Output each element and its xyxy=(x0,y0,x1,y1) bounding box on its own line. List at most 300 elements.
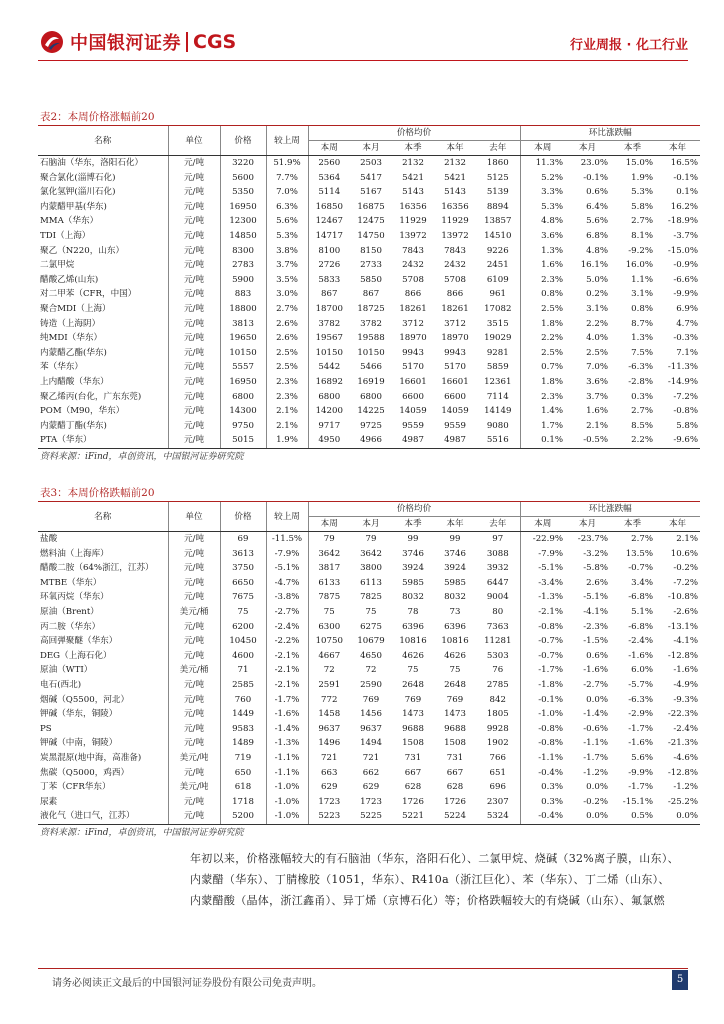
table-cell: 18725 xyxy=(357,303,385,314)
table-cell: 5833 xyxy=(318,274,341,285)
table-cell: 9943 xyxy=(402,347,424,358)
table-cell: 6396 xyxy=(402,621,424,632)
table-cell: 12300 xyxy=(220,214,266,229)
table-cell: 5350 xyxy=(220,185,266,200)
table-cell: 5.2% xyxy=(541,172,564,183)
table-row xyxy=(38,809,700,824)
table-cell: 7843 xyxy=(402,245,424,256)
table-cell: -2.1% xyxy=(538,606,564,617)
subheader: 本年 xyxy=(434,517,476,532)
table-cell: 13972 xyxy=(399,230,427,241)
table-cell: 11929 xyxy=(399,216,427,227)
table-cell: 1489 xyxy=(220,736,266,751)
table-cell: -21.3% xyxy=(667,738,699,749)
table-cell: 9559 xyxy=(444,420,466,431)
table-cell: 6600 xyxy=(402,391,424,402)
table-cell: 元/吨 xyxy=(168,766,220,781)
table-cell: 5900 xyxy=(220,273,266,288)
table-cell: -5.1% xyxy=(538,563,564,574)
table-cell: 5139 xyxy=(476,185,520,200)
table-cell: 1.6% xyxy=(541,260,564,271)
table-cell: 13972 xyxy=(441,230,469,241)
table-cell: 元/吨 xyxy=(168,736,220,751)
header-name: 名称 xyxy=(38,502,168,532)
table-cell: 16601 xyxy=(441,376,469,387)
table-cell: -2.7% xyxy=(583,679,609,690)
table-cell: 元/吨 xyxy=(168,795,220,810)
subheader: 本季 xyxy=(610,141,655,156)
table-cell: 719 xyxy=(220,751,266,766)
table-cell: 651 xyxy=(476,766,520,781)
table-cell: -4.1% xyxy=(583,606,609,617)
table-row xyxy=(38,722,700,737)
table-cell: 19588 xyxy=(357,333,385,344)
table-cell: 2.7% xyxy=(631,406,654,417)
table-cell: -0.9% xyxy=(673,260,699,271)
table-cell: 14149 xyxy=(476,404,520,419)
table-cell: 2451 xyxy=(476,258,520,273)
table-cell: 2.5% xyxy=(266,360,308,375)
table-cell: -1.4% xyxy=(266,722,308,737)
header-group-avg: 价格均价 xyxy=(308,502,520,517)
table-cell: 961 xyxy=(476,287,520,302)
table-cell: 二氯甲烷 xyxy=(38,258,168,273)
table-cell: 尿素 xyxy=(38,795,168,810)
table-cell: 14717 xyxy=(315,230,343,241)
subheader: 本周 xyxy=(308,141,350,156)
table-cell: PS xyxy=(38,722,168,737)
paragraph-line: 内蒙醋酸（晶体，浙江鑫甬）、异丁烯（京博石化）等；价格跌幅较大的有烧碱（山东）、氟氯燃 xyxy=(190,894,665,907)
table-cell: 16356 xyxy=(399,201,427,212)
table-cell: 5.6% xyxy=(266,214,308,229)
table-cell: -0.4% xyxy=(520,809,565,824)
table-cell: 1473 xyxy=(444,709,466,720)
table-cell: 9725 xyxy=(360,420,382,431)
table-cell: 元/吨 xyxy=(168,620,220,635)
table-caption: 表2：本周价格涨幅前20 xyxy=(38,108,700,126)
table-cell: 6200 xyxy=(220,620,266,635)
table-cell: 5.3% xyxy=(541,201,564,212)
table-cell: 5985 xyxy=(444,577,466,588)
table-cell: 2648 xyxy=(402,679,424,690)
subheader: 本年 xyxy=(655,141,700,156)
table-row xyxy=(38,590,700,605)
table-cell: 1496 xyxy=(318,738,341,749)
table-cell: -2.4% xyxy=(628,636,654,647)
table-cell: 3782 xyxy=(318,318,341,329)
table-cell: 0.6% xyxy=(586,187,609,198)
table-cell: -1.7% xyxy=(538,665,564,676)
table-cell: 78 xyxy=(407,606,419,617)
table-cell: 5708 xyxy=(444,274,466,285)
table-cell: 4987 xyxy=(392,433,434,448)
table-cell: 7.0% xyxy=(266,185,308,200)
table-cell: -12.8% xyxy=(667,650,699,661)
table-row xyxy=(38,751,700,766)
table-cell: -0.4% xyxy=(538,767,564,778)
table-cell: -9.3% xyxy=(673,694,699,705)
table-row xyxy=(38,649,700,664)
table-cell: 元/吨 xyxy=(168,707,220,722)
table-cell: 3.6% xyxy=(541,230,564,241)
table-cell: 6300 xyxy=(318,621,341,632)
paragraph-line: 内蒙醋（华东）、丁腈橡胶（1051，华东）、R410a（浙江巨化）、苯（华东）、丁二烯（山东）、 xyxy=(190,873,670,886)
table-row xyxy=(38,273,700,288)
table-cell: -22.9% xyxy=(532,534,564,544)
paragraph-line: 年初以来，价格涨幅较大的有石脑油（华东，洛阳石化）、二氯甲烷、烧碱（32%离子膜，山东）、 xyxy=(190,852,679,865)
table-cell: -6.6% xyxy=(673,274,699,285)
table-cell: 8150 xyxy=(360,245,382,256)
table-cell: MTBE（华东） xyxy=(38,576,168,591)
table-cell: 9583 xyxy=(220,722,266,737)
table-cell: 5170 xyxy=(402,362,424,373)
table-cell: 2132 xyxy=(444,158,466,168)
table-cell: 16.5% xyxy=(670,158,699,168)
table-cell: 1458 xyxy=(318,709,341,720)
table-cell: 3813 xyxy=(220,317,266,332)
table-cell: -6.8% xyxy=(628,621,654,632)
subheader: 本季 xyxy=(392,141,434,156)
table-cell: 8300 xyxy=(220,244,266,259)
table-cell: 元/吨 xyxy=(168,532,220,547)
table-cell: 6133 xyxy=(318,577,341,588)
table-cell: -1.2% xyxy=(673,782,699,793)
table-cell: -2.1% xyxy=(266,663,308,678)
header-wow: 较上周 xyxy=(266,126,308,156)
table-cell: 1.8% xyxy=(541,318,564,329)
table-row xyxy=(38,360,700,375)
body-paragraph xyxy=(190,848,698,911)
table-cell: -7.9% xyxy=(538,548,564,559)
header-group-change: 环比涨跌幅 xyxy=(520,502,700,517)
table-cell: 1508 xyxy=(402,738,424,749)
table-cell: 3800 xyxy=(360,563,382,574)
table-cell: -5.8% xyxy=(583,563,609,574)
table-cell: 原油（Brent） xyxy=(38,605,168,620)
table-cell: 1805 xyxy=(476,707,520,722)
table-cell: 炭黑混原(地中海，高准备) xyxy=(38,751,168,766)
table-cell: -1.1% xyxy=(266,751,308,766)
table-cell: 3.1% xyxy=(631,289,654,300)
table-cell: 元/吨 xyxy=(168,171,220,186)
table-cell: 5015 xyxy=(220,433,266,448)
table-row xyxy=(38,780,700,795)
table-row xyxy=(38,678,700,693)
table-cell: 16875 xyxy=(357,201,385,212)
table-cell: 97 xyxy=(476,532,520,547)
table-cell: 烟碱（Q5500，河北） xyxy=(38,693,168,708)
table-cell: 1508 xyxy=(444,738,466,749)
table-cell: -6.3% xyxy=(628,694,654,705)
table-cell: 2.5% xyxy=(541,347,564,358)
table-cell: -4.9% xyxy=(673,679,699,690)
table-cell: 6600 xyxy=(444,391,466,402)
table-cell: 14750 xyxy=(357,230,385,241)
table-row xyxy=(38,404,700,419)
table-row xyxy=(38,200,700,215)
table-cell: 9080 xyxy=(476,419,520,434)
table-row xyxy=(38,620,700,635)
table-cell: 73 xyxy=(449,606,461,617)
table-cell: 1494 xyxy=(360,738,382,749)
table-cell: 9928 xyxy=(476,722,520,737)
table-cell: 0.6% xyxy=(586,650,609,661)
table-cell: 3782 xyxy=(360,318,382,329)
table-cell: 1.9% xyxy=(266,433,308,448)
table-cell: 79 xyxy=(323,534,335,544)
table-cell: 5223 xyxy=(308,809,350,824)
table-cell: 元/吨 xyxy=(168,634,220,649)
table-cell: -6.8% xyxy=(628,592,654,603)
table-cell: 5421 xyxy=(444,172,466,183)
table-cell: 元/吨 xyxy=(168,649,220,664)
table-cell: 元/吨 xyxy=(168,404,220,419)
table-cell: 3932 xyxy=(476,561,520,576)
table-row xyxy=(38,244,700,259)
table-cell: 769 xyxy=(362,694,380,705)
table-cell: 12467 xyxy=(315,216,343,227)
table-cell: 75 xyxy=(449,665,461,676)
table-cell: 72 xyxy=(323,665,335,676)
table-cell: -11.3% xyxy=(667,362,699,373)
table-cell: 5.3% xyxy=(266,229,308,244)
table-cell: -0.2% xyxy=(583,796,609,807)
table-cell: 15.0% xyxy=(625,158,654,168)
table-cell: 2432 xyxy=(444,260,466,271)
table-cell: 0.8% xyxy=(541,289,564,300)
table-cell: 7875 xyxy=(318,592,341,603)
table-cell: 7825 xyxy=(360,592,382,603)
table-cell: 760 xyxy=(220,693,266,708)
table-cell: 元/吨 xyxy=(168,244,220,259)
table-cell: 丁苯（CFR华东） xyxy=(38,780,168,795)
table-cell: 80 xyxy=(476,605,520,620)
table-cell: 3.5% xyxy=(266,273,308,288)
table-cell: 6275 xyxy=(360,621,382,632)
table-cell: 2503 xyxy=(360,158,382,168)
table-cell: -9.2% xyxy=(628,245,654,256)
table-cell: 16.0% xyxy=(625,260,654,271)
table-cell: 1.6% xyxy=(586,406,609,417)
table-cell: 1449 xyxy=(220,707,266,722)
table-cell: 2.3% xyxy=(266,375,308,390)
table-cell: 内蒙醋甲基(华东) xyxy=(38,200,168,215)
table-cell: 0.0% xyxy=(565,809,610,824)
table-cell: 5170 xyxy=(444,362,466,373)
table-cell: 5850 xyxy=(360,274,382,285)
table-row xyxy=(38,346,700,361)
subheader: 本周 xyxy=(520,517,565,532)
table-cell: 2.3% xyxy=(541,391,564,402)
table-cell: 元/吨 xyxy=(168,302,220,317)
table-cell: 5.1% xyxy=(631,606,654,617)
table-cell: 2.1% xyxy=(586,420,609,431)
table-cell: -5.7% xyxy=(628,679,654,690)
table-cell: -0.3% xyxy=(673,333,699,344)
table-cell: -15.1% xyxy=(622,796,654,807)
table-cell: 5.8% xyxy=(676,420,699,431)
table-cell: 6800 xyxy=(318,391,341,402)
report-category: 行业周报 · 化工行业 xyxy=(570,38,688,53)
table-cell: 14300 xyxy=(220,404,266,419)
table-cell: 4.8% xyxy=(541,216,564,227)
table-row xyxy=(38,390,700,405)
table-cell: 2783 xyxy=(220,258,266,273)
table-cell: 元/吨 xyxy=(168,576,220,591)
table-cell: 75 xyxy=(407,665,419,676)
table-cell: 2.1% xyxy=(266,419,308,434)
table-row xyxy=(38,229,700,244)
table-cell: 4626 xyxy=(444,650,466,661)
table-cell: 721 xyxy=(362,752,380,763)
table-cell: -2.3% xyxy=(583,621,609,632)
table-cell: 9004 xyxy=(476,590,520,605)
table-cell: TDI（上海） xyxy=(38,229,168,244)
table-cell: 1.1% xyxy=(631,274,654,285)
table-cell: 1902 xyxy=(476,736,520,751)
table-cell: 氯化氢钾(淄川石化) xyxy=(38,185,168,200)
table-cell: 51.9% xyxy=(266,156,308,171)
table-cell: -2.6% xyxy=(673,606,699,617)
table-cell: 元/吨 xyxy=(168,722,220,737)
table-cell: 石脑油（华东，洛阳石化） xyxy=(38,156,168,171)
table-cell: 0.3% xyxy=(541,796,564,807)
table-cell: -9.9% xyxy=(673,289,699,300)
table-cell: 6.9% xyxy=(676,303,699,314)
table-cell: 16356 xyxy=(441,201,469,212)
logo-divider xyxy=(186,32,188,52)
table-cell: -12.8% xyxy=(667,767,699,778)
table-cell: -3.2% xyxy=(583,548,609,559)
table-cell: 618 xyxy=(220,780,266,795)
table-cell: 5516 xyxy=(476,433,520,448)
table-cell: 美元/桶 xyxy=(168,605,220,620)
table-cell: 2307 xyxy=(476,795,520,810)
table-cell: 14510 xyxy=(476,229,520,244)
table-cell: 11.3% xyxy=(535,158,564,168)
table-cell: 650 xyxy=(220,766,266,781)
table-cell: -4.6% xyxy=(673,752,699,763)
table-cell: 5200 xyxy=(220,809,266,824)
table-cell: 6.0% xyxy=(631,665,654,676)
table-cell: 0.0% xyxy=(586,782,609,793)
logo-en-text: CGS xyxy=(193,31,237,53)
table-cell: 3750 xyxy=(220,561,266,576)
table-cell: 元/吨 xyxy=(168,809,220,824)
table-cell: 7363 xyxy=(476,620,520,635)
table-row xyxy=(38,171,700,186)
table-cell: 元/吨 xyxy=(168,419,220,434)
table-cell: -0.8% xyxy=(538,738,564,749)
table-cell: 2590 xyxy=(360,679,382,690)
table-cell: 元/吨 xyxy=(168,590,220,605)
table-cell: -1.5% xyxy=(583,636,609,647)
table-cell: -2.1% xyxy=(266,678,308,693)
footer-divider xyxy=(38,968,688,969)
table-cell: -3.7% xyxy=(673,230,699,241)
table-cell: 866 xyxy=(446,289,464,300)
table-row xyxy=(38,375,700,390)
table-cell: -1.6% xyxy=(628,738,654,749)
table-cell: 2726 xyxy=(318,260,341,271)
table-cell: 6650 xyxy=(220,576,266,591)
table-body xyxy=(38,532,700,825)
table-cell: 元/吨 xyxy=(168,360,220,375)
table-cell: 14200 xyxy=(315,406,343,417)
table-cell: -0.6% xyxy=(583,723,609,734)
table-cell: 5221 xyxy=(392,809,434,824)
table-source: 资料来源：iFind，卓创资讯，中国银河证券研究院 xyxy=(40,451,244,462)
table-cell: 1860 xyxy=(476,156,520,171)
table-cell: 元/吨 xyxy=(168,156,220,171)
table-cell: 4626 xyxy=(402,650,424,661)
table-cell: 6113 xyxy=(360,577,382,588)
table-cell: 纯MDI（华东） xyxy=(38,331,168,346)
table-cell: 1.4% xyxy=(541,406,564,417)
table-cell: DEG（上海石化） xyxy=(38,649,168,664)
table-cell: -2.9% xyxy=(628,709,654,720)
table-cell: 2.6% xyxy=(586,577,609,588)
table-row xyxy=(38,634,700,649)
table-cell: 10816 xyxy=(399,636,427,647)
table-cell: 钾碱（中南，铜陵） xyxy=(38,736,168,751)
table-cell: 14059 xyxy=(441,406,469,417)
header-price: 价格 xyxy=(220,126,266,156)
table-cell: -1.7% xyxy=(583,752,609,763)
header-price: 价格 xyxy=(220,502,266,532)
table-cell: 3.8% xyxy=(266,244,308,259)
table-cell: 16850 xyxy=(315,201,343,212)
table-cell: 0.8% xyxy=(631,303,654,314)
table-cell: -5.1% xyxy=(583,592,609,603)
table-cell: 10750 xyxy=(315,636,343,647)
table-cell: 11929 xyxy=(441,216,469,227)
table-cell: 2733 xyxy=(360,260,382,271)
header-group-avg: 价格均价 xyxy=(308,126,520,141)
subheader: 本季 xyxy=(610,517,655,532)
table-cell: 4.0% xyxy=(586,333,609,344)
table-cell: 2.2% xyxy=(610,433,655,448)
table-cell: 6396 xyxy=(444,621,466,632)
table-cell: -9.6% xyxy=(655,433,700,448)
table-cell: 866 xyxy=(404,289,422,300)
table-cell: 元/吨 xyxy=(168,331,220,346)
table-cell: 3.4% xyxy=(631,577,654,588)
table-cell: 2.7% xyxy=(631,216,654,227)
table-cell: 9281 xyxy=(476,346,520,361)
table-cell: 842 xyxy=(476,693,520,708)
table-cell: -1.1% xyxy=(583,738,609,749)
table-cell: -22.3% xyxy=(667,709,699,720)
data-table xyxy=(38,502,700,825)
table-cell: 883 xyxy=(220,287,266,302)
table-cell: 焦碳（Q5000，鸡西） xyxy=(38,766,168,781)
table-cell: 2.3% xyxy=(266,390,308,405)
table-cell: 13.5% xyxy=(625,548,654,559)
table-cell: 7675 xyxy=(220,590,266,605)
table-cell: -2.4% xyxy=(673,723,699,734)
table-cell: 3642 xyxy=(318,548,341,559)
table-cell: 0.7% xyxy=(541,362,564,373)
table-cell: -15.0% xyxy=(667,245,699,256)
table-cell: -1.6% xyxy=(673,665,699,676)
table-cell: 9637 xyxy=(318,723,341,734)
table-cell: 667 xyxy=(446,767,464,778)
table-cell: 72 xyxy=(365,665,377,676)
table-cell: 10450 xyxy=(220,634,266,649)
table-row xyxy=(38,317,700,332)
table-row xyxy=(38,331,700,346)
